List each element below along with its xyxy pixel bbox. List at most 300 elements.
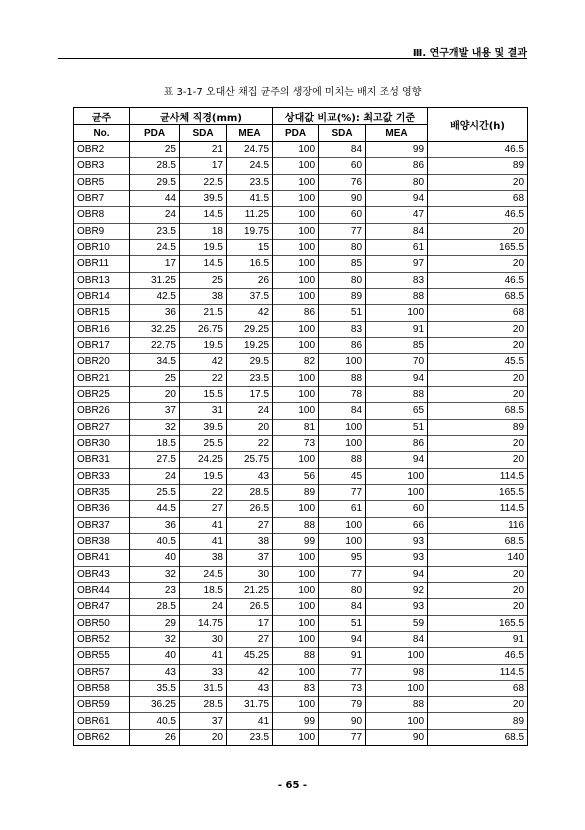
value-cell: 100 [273, 207, 319, 223]
value-cell: 100 [366, 648, 428, 664]
value-cell: 85 [366, 337, 428, 353]
table-row [74, 468, 528, 484]
value-cell: 100 [273, 158, 319, 174]
value-cell: 20 [428, 582, 528, 598]
value-cell: 78 [319, 386, 366, 402]
value-cell: 94 [366, 190, 428, 206]
value-cell: 100 [319, 354, 366, 370]
value-cell: 16.5 [227, 256, 273, 272]
value-cell: 90 [319, 190, 366, 206]
value-cell: 100 [273, 697, 319, 713]
value-cell: 84 [319, 403, 366, 419]
table-row [74, 419, 528, 435]
value-cell: 88 [366, 288, 428, 304]
value-cell: 18.5 [130, 435, 180, 451]
strain-cell: OBR27 [74, 419, 130, 435]
table-row [74, 631, 528, 647]
value-cell: 20 [428, 599, 528, 615]
value-cell: 31 [180, 403, 227, 419]
value-cell: 45 [319, 468, 366, 484]
value-cell: 100 [273, 631, 319, 647]
value-cell: 14.75 [180, 615, 227, 631]
value-cell: 100 [366, 713, 428, 729]
value-cell: 100 [366, 468, 428, 484]
strain-cell: OBR20 [74, 354, 130, 370]
value-cell: 99 [273, 533, 319, 549]
table-row [74, 321, 528, 337]
strain-cell: OBR35 [74, 484, 130, 500]
strain-cell: OBR33 [74, 468, 130, 484]
relative-value-header: 상대값 비교(%): 최고값 기준 [273, 108, 428, 125]
value-cell: 17 [180, 158, 227, 174]
value-cell: 51 [319, 305, 366, 321]
table-row [74, 648, 528, 664]
value-cell: 20 [428, 566, 528, 582]
value-cell: 25.75 [227, 452, 273, 468]
value-cell: 20 [130, 386, 180, 402]
value-cell: 37.5 [227, 288, 273, 304]
value-cell: 100 [319, 435, 366, 451]
value-cell: 11.25 [227, 207, 273, 223]
value-cell: 95 [319, 550, 366, 566]
value-cell: 36 [130, 305, 180, 321]
value-cell: 44.5 [130, 501, 180, 517]
strain-no-header: No. [74, 125, 130, 142]
value-cell: 89 [319, 288, 366, 304]
value-cell: 91 [428, 631, 528, 647]
value-cell: 20 [428, 321, 528, 337]
value-cell: 18.5 [180, 582, 227, 598]
value-cell: 23.5 [227, 729, 273, 745]
value-cell: 26 [227, 272, 273, 288]
value-cell: 86 [273, 305, 319, 321]
value-cell: 100 [273, 223, 319, 239]
value-cell: 100 [366, 680, 428, 696]
value-cell: 26 [130, 729, 180, 745]
value-cell: 20 [428, 256, 528, 272]
value-cell: 14.5 [180, 207, 227, 223]
strain-cell: OBR55 [74, 648, 130, 664]
table-row [74, 354, 528, 370]
value-cell: 100 [273, 452, 319, 468]
value-cell: 25 [130, 142, 180, 158]
strain-cell: OBR50 [74, 615, 130, 631]
value-cell: 165.5 [428, 484, 528, 500]
value-cell: 20 [180, 729, 227, 745]
value-cell: 23.5 [130, 223, 180, 239]
value-cell: 21.5 [180, 305, 227, 321]
value-cell: 100 [273, 615, 319, 631]
strain-cell: OBR38 [74, 533, 130, 549]
value-cell: 88 [366, 697, 428, 713]
value-cell: 35.5 [130, 680, 180, 696]
value-cell: 100 [319, 517, 366, 533]
table-row [74, 142, 528, 158]
table-row [74, 435, 528, 451]
value-cell: 114.5 [428, 664, 528, 680]
value-cell: 68.5 [428, 288, 528, 304]
value-cell: 100 [273, 337, 319, 353]
value-cell: 100 [273, 272, 319, 288]
value-cell: 68 [428, 680, 528, 696]
value-cell: 26.75 [180, 321, 227, 337]
value-cell: 90 [366, 729, 428, 745]
value-cell: 82 [273, 354, 319, 370]
strain-cell: OBR3 [74, 158, 130, 174]
value-cell: 36.25 [130, 697, 180, 713]
value-cell: 24.25 [180, 452, 227, 468]
value-cell: 25 [130, 370, 180, 386]
value-cell: 60 [366, 501, 428, 517]
value-cell: 68.5 [428, 729, 528, 745]
col-mea-1: MEA [227, 125, 273, 142]
value-cell: 22.5 [180, 174, 227, 190]
table-row [74, 256, 528, 272]
value-cell: 43 [227, 468, 273, 484]
value-cell: 88 [366, 386, 428, 402]
table-row [74, 223, 528, 239]
value-cell: 51 [366, 419, 428, 435]
value-cell: 93 [366, 599, 428, 615]
table-row [74, 288, 528, 304]
value-cell: 24 [180, 599, 227, 615]
value-cell: 17.5 [227, 386, 273, 402]
strain-cell: OBR16 [74, 321, 130, 337]
value-cell: 88 [319, 370, 366, 386]
value-cell: 31.5 [180, 680, 227, 696]
value-cell: 165.5 [428, 615, 528, 631]
strain-cell: OBR44 [74, 582, 130, 598]
value-cell: 86 [366, 435, 428, 451]
table-row [74, 337, 528, 353]
value-cell: 44 [130, 190, 180, 206]
value-cell: 46.5 [428, 272, 528, 288]
value-cell: 27.5 [130, 452, 180, 468]
value-cell: 100 [273, 190, 319, 206]
value-cell: 100 [273, 256, 319, 272]
value-cell: 84 [319, 142, 366, 158]
col-sda-2: SDA [319, 125, 366, 142]
value-cell: 68 [428, 305, 528, 321]
value-cell: 17 [130, 256, 180, 272]
strain-cell: OBR31 [74, 452, 130, 468]
value-cell: 15 [227, 239, 273, 255]
value-cell: 94 [366, 566, 428, 582]
value-cell: 17 [227, 615, 273, 631]
value-cell: 28.5 [130, 158, 180, 174]
value-cell: 73 [319, 680, 366, 696]
value-cell: 32 [130, 566, 180, 582]
value-cell: 81 [273, 419, 319, 435]
value-cell: 91 [319, 648, 366, 664]
strain-cell: OBR9 [74, 223, 130, 239]
value-cell: 98 [366, 664, 428, 680]
table-caption: 표 3-1-7 오대산 채집 균주의 생장에 미치는 배지 조성 영향 [163, 87, 422, 98]
strain-cell: OBR26 [74, 403, 130, 419]
value-cell: 100 [273, 664, 319, 680]
strain-cell: OBR57 [74, 664, 130, 680]
value-cell: 100 [273, 599, 319, 615]
value-cell: 41 [180, 648, 227, 664]
value-cell: 45.25 [227, 648, 273, 664]
value-cell: 24.75 [227, 142, 273, 158]
value-cell: 88 [273, 648, 319, 664]
value-cell: 22.75 [130, 337, 180, 353]
value-cell: 68.5 [428, 533, 528, 549]
value-cell: 80 [319, 239, 366, 255]
strain-cell: OBR17 [74, 337, 130, 353]
value-cell: 20 [428, 174, 528, 190]
strain-cell: OBR14 [74, 288, 130, 304]
running-header: Ⅲ. 연구개발 내용 및 결과 [412, 48, 527, 59]
value-cell: 70 [366, 354, 428, 370]
value-cell: 140 [428, 550, 528, 566]
value-cell: 29.5 [227, 354, 273, 370]
table-row [74, 729, 528, 745]
value-cell: 114.5 [428, 501, 528, 517]
value-cell: 77 [319, 223, 366, 239]
value-cell: 39.5 [180, 190, 227, 206]
strain-cell: OBR62 [74, 729, 130, 745]
table-row [74, 615, 528, 631]
value-cell: 23.5 [227, 174, 273, 190]
value-cell: 56 [273, 468, 319, 484]
table-row [74, 517, 528, 533]
value-cell: 38 [227, 533, 273, 549]
value-cell: 20 [227, 419, 273, 435]
value-cell: 24 [130, 207, 180, 223]
value-cell: 25.5 [130, 484, 180, 500]
header-row-1 [74, 108, 528, 125]
value-cell: 84 [366, 631, 428, 647]
strain-cell: OBR11 [74, 256, 130, 272]
table-row [74, 239, 528, 255]
value-cell: 88 [319, 452, 366, 468]
value-cell: 40.5 [130, 533, 180, 549]
value-cell: 90 [319, 713, 366, 729]
value-cell: 30 [180, 631, 227, 647]
strain-cell: OBR36 [74, 501, 130, 517]
table-row [74, 207, 528, 223]
table-row [74, 190, 528, 206]
value-cell: 91 [366, 321, 428, 337]
value-cell: 20 [428, 452, 528, 468]
value-cell: 29.5 [130, 174, 180, 190]
value-cell: 22 [180, 484, 227, 500]
value-cell: 43 [227, 680, 273, 696]
value-cell: 22 [180, 370, 227, 386]
value-cell: 100 [273, 288, 319, 304]
value-cell: 41 [180, 533, 227, 549]
value-cell: 42 [227, 305, 273, 321]
value-cell: 46.5 [428, 142, 528, 158]
value-cell: 83 [366, 272, 428, 288]
value-cell: 27 [227, 631, 273, 647]
value-cell: 86 [319, 337, 366, 353]
value-cell: 20 [428, 435, 528, 451]
value-cell: 80 [366, 174, 428, 190]
table-row [74, 370, 528, 386]
page-number: - 65 - [277, 780, 308, 791]
value-cell: 32.25 [130, 321, 180, 337]
value-cell: 60 [319, 207, 366, 223]
value-cell: 31.25 [130, 272, 180, 288]
value-cell: 36 [130, 517, 180, 533]
value-cell: 73 [273, 435, 319, 451]
value-cell: 80 [319, 582, 366, 598]
value-cell: 19.5 [180, 239, 227, 255]
value-cell: 43 [130, 664, 180, 680]
value-cell: 65 [366, 403, 428, 419]
value-cell: 68 [428, 190, 528, 206]
value-cell: 100 [273, 239, 319, 255]
table-row [74, 501, 528, 517]
data-table [73, 107, 528, 746]
value-cell: 97 [366, 256, 428, 272]
value-cell: 21 [180, 142, 227, 158]
value-cell: 20 [428, 370, 528, 386]
value-cell: 59 [366, 615, 428, 631]
table-row [74, 158, 528, 174]
strain-cell: OBR43 [74, 566, 130, 582]
value-cell: 24.5 [227, 158, 273, 174]
value-cell: 83 [273, 680, 319, 696]
value-cell: 32 [130, 631, 180, 647]
value-cell: 77 [319, 729, 366, 745]
value-cell: 40.5 [130, 713, 180, 729]
table-row [74, 452, 528, 468]
table-row [74, 697, 528, 713]
value-cell: 45.5 [428, 354, 528, 370]
strain-cell: OBR41 [74, 550, 130, 566]
strain-cell: OBR61 [74, 713, 130, 729]
value-cell: 77 [319, 664, 366, 680]
strain-cell: OBR47 [74, 599, 130, 615]
value-cell: 89 [428, 158, 528, 174]
value-cell: 40 [130, 648, 180, 664]
value-cell: 41.5 [227, 190, 273, 206]
value-cell: 100 [273, 142, 319, 158]
value-cell: 32 [130, 419, 180, 435]
value-cell: 84 [319, 599, 366, 615]
value-cell: 46.5 [428, 648, 528, 664]
strain-cell: OBR10 [74, 239, 130, 255]
value-cell: 86 [366, 158, 428, 174]
table-row [74, 174, 528, 190]
value-cell: 100 [273, 370, 319, 386]
value-cell: 26.5 [227, 501, 273, 517]
value-cell: 19.25 [227, 337, 273, 353]
value-cell: 23.5 [227, 370, 273, 386]
value-cell: 33 [180, 664, 227, 680]
table-row [74, 403, 528, 419]
value-cell: 27 [180, 501, 227, 517]
value-cell: 38 [180, 288, 227, 304]
value-cell: 99 [273, 713, 319, 729]
value-cell: 92 [366, 582, 428, 598]
value-cell: 19.5 [180, 337, 227, 353]
value-cell: 27 [227, 517, 273, 533]
value-cell: 60 [319, 158, 366, 174]
table-row [74, 272, 528, 288]
table-row [74, 599, 528, 615]
value-cell: 25 [180, 272, 227, 288]
value-cell: 84 [366, 223, 428, 239]
table-row [74, 550, 528, 566]
strain-cell: OBR5 [74, 174, 130, 190]
value-cell: 66 [366, 517, 428, 533]
value-cell: 14.5 [180, 256, 227, 272]
col-sda-1: SDA [180, 125, 227, 142]
value-cell: 114.5 [428, 468, 528, 484]
strain-cell: OBR25 [74, 386, 130, 402]
value-cell: 100 [273, 550, 319, 566]
value-cell: 100 [319, 419, 366, 435]
value-cell: 28.5 [227, 484, 273, 500]
value-cell: 28.5 [130, 599, 180, 615]
table-row [74, 680, 528, 696]
value-cell: 25.5 [180, 435, 227, 451]
value-cell: 100 [319, 533, 366, 549]
value-cell: 42.5 [130, 288, 180, 304]
strain-cell: OBR52 [74, 631, 130, 647]
value-cell: 76 [319, 174, 366, 190]
strain-cell: OBR7 [74, 190, 130, 206]
table-body [74, 142, 528, 746]
value-cell: 21.25 [227, 582, 273, 598]
table-row [74, 566, 528, 582]
strain-cell: OBR58 [74, 680, 130, 696]
value-cell: 89 [428, 713, 528, 729]
table-row [74, 386, 528, 402]
value-cell: 37 [130, 403, 180, 419]
value-cell: 39.5 [180, 419, 227, 435]
value-cell: 100 [366, 305, 428, 321]
value-cell: 100 [273, 403, 319, 419]
value-cell: 83 [319, 321, 366, 337]
value-cell: 94 [366, 370, 428, 386]
value-cell: 61 [366, 239, 428, 255]
strain-cell: OBR30 [74, 435, 130, 451]
value-cell: 28.5 [180, 697, 227, 713]
strain-cell: OBR21 [74, 370, 130, 386]
value-cell: 24 [227, 403, 273, 419]
value-cell: 85 [319, 256, 366, 272]
value-cell: 19.5 [180, 468, 227, 484]
value-cell: 30 [227, 566, 273, 582]
value-cell: 29 [130, 615, 180, 631]
table-row [74, 664, 528, 680]
value-cell: 77 [319, 484, 366, 500]
table-row [74, 484, 528, 500]
value-cell: 77 [319, 566, 366, 582]
strain-cell: OBR15 [74, 305, 130, 321]
col-mea-2: MEA [366, 125, 428, 142]
value-cell: 100 [273, 729, 319, 745]
value-cell: 100 [273, 566, 319, 582]
value-cell: 93 [366, 550, 428, 566]
value-cell: 20 [428, 697, 528, 713]
value-cell: 94 [319, 631, 366, 647]
strain-cell: OBR59 [74, 697, 130, 713]
value-cell: 116 [428, 517, 528, 533]
value-cell: 100 [273, 501, 319, 517]
value-cell: 46.5 [428, 207, 528, 223]
value-cell: 94 [366, 452, 428, 468]
value-cell: 68.5 [428, 403, 528, 419]
value-cell: 89 [273, 484, 319, 500]
value-cell: 47 [366, 207, 428, 223]
